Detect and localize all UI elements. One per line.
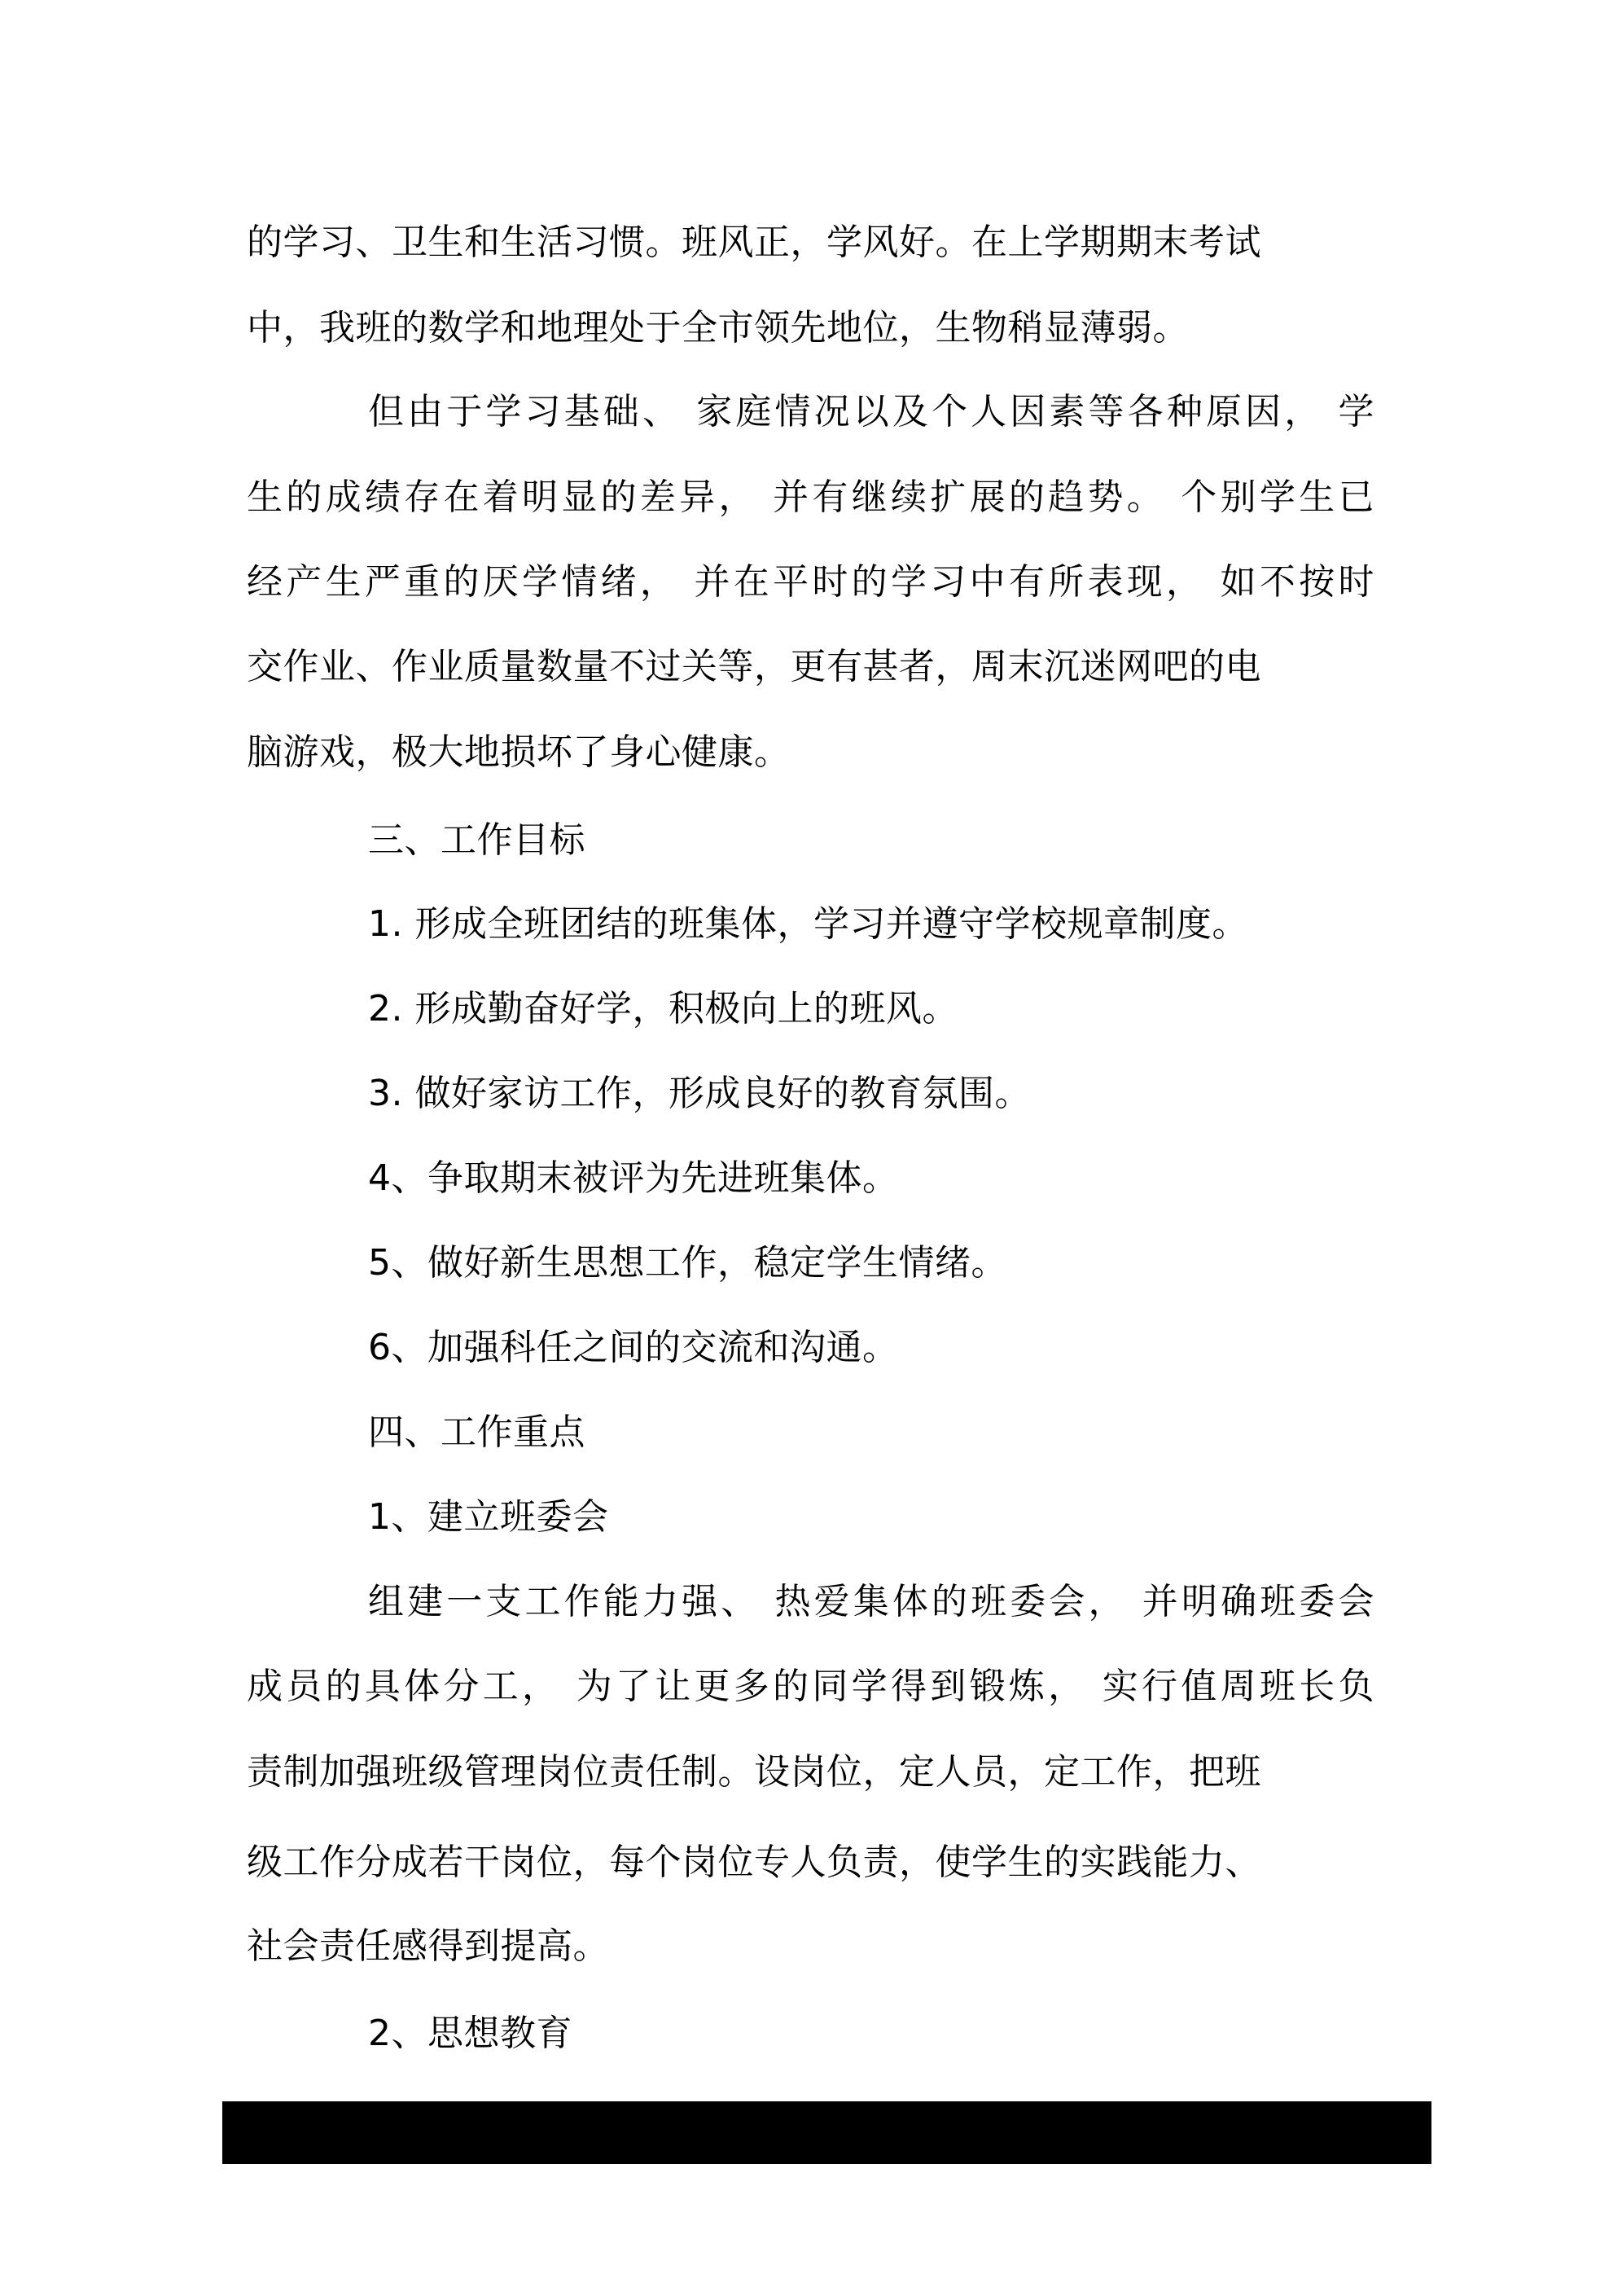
- body-text-line: 级工作分成若干岗位，每个岗位专人负责，使学生的实践能力、: [247, 1842, 1261, 1883]
- goal-item: 3. 做好家访工作，形成良好的教育氛围。: [368, 1073, 1031, 1114]
- body-text-line: 成员的具体分工， 为了让更多的同学得到锻炼， 实行值周班长负: [247, 1666, 1374, 1707]
- subheading-class-committee: 1、建立班委会: [368, 1496, 609, 1538]
- subheading-ideological-education: 2、思想教育: [368, 2013, 572, 2054]
- section-heading-goals: 三、工作目标: [368, 819, 585, 861]
- paragraph-first-line: 组建一支工作能力强、 热爱集体的班委会， 并明确班委会: [368, 1581, 1374, 1622]
- goal-item: 6、加强科任之间的交流和沟通。: [368, 1327, 899, 1368]
- body-text-line: 生的成绩存在着明显的差异， 并有继续扩展的趋势。 个别学生已: [247, 476, 1374, 518]
- body-text-line: 脑游戏，极大地损坏了身心健康。: [247, 731, 791, 773]
- goal-item: 2. 形成勤奋好学，积极向上的班风。: [368, 988, 958, 1029]
- body-text-line: 交作业、作业质量数量不过关等，更有甚者，周末沉迷网吧的电: [247, 646, 1261, 687]
- paragraph-first-line: 但由于学习基础、 家庭情况以及个人因素等各种原因， 学: [368, 391, 1374, 432]
- goal-item: 1. 形成全班团结的班集体，学习并遵守学校规章制度。: [368, 903, 1248, 945]
- body-text-line: 经产生严重的厌学情绪， 并在平时的学习中有所表现， 如不按时: [247, 561, 1374, 603]
- body-text-line: 责制加强班级管理岗位责任制。设岗位，定人员，定工作，把班: [247, 1751, 1261, 1793]
- body-text-line: 社会责任感得到提高。: [247, 1925, 609, 1967]
- body-text-line: 的学习、卫生和生活习惯。班风正，学风好。在上学期期末考试: [247, 222, 1261, 263]
- redaction-bar: [222, 2101, 1431, 2164]
- goal-item: 4、争取期末被评为先进班集体。: [368, 1157, 899, 1199]
- goal-item: 5、做好新生思想工作，稳定学生情绪。: [368, 1242, 1007, 1284]
- section-heading-focus: 四、工作重点: [368, 1411, 585, 1453]
- body-text-line: 中，我班的数学和地理处于全市领先地位，生物稍显薄弱。: [247, 307, 1189, 349]
